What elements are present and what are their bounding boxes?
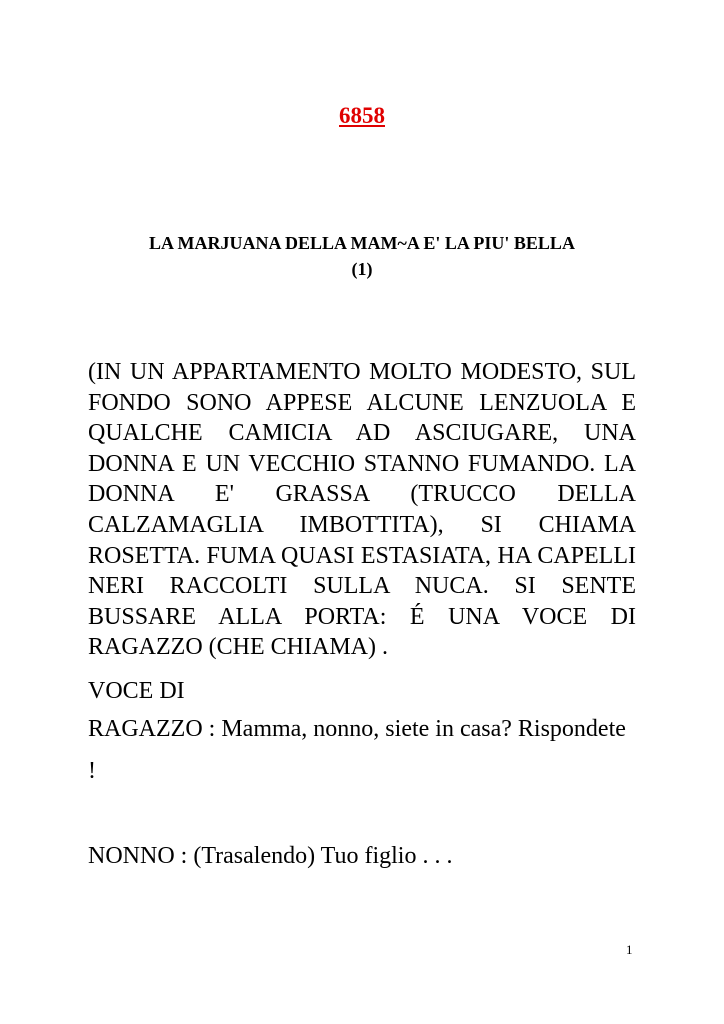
page-number: 1 [626,942,633,957]
dialogue-line: ! [88,758,96,784]
title-line-2: (1) [351,259,373,279]
dialogue-line: VOCE DI [88,678,185,704]
dialogue-line: RAGAZZO : Mamma, nonno, siete in casa? Rispondete [88,716,626,742]
dialogue-line: NONNO : (Trasalendo) Tuo figlio . . . [88,843,453,869]
title-line-1: LA MARJUANA DELLA MAM~A E' LA PIU' BELLA [149,233,575,253]
document-number: 6858 [339,103,385,128]
stage-direction: (IN UN APPARTAMENTO MOLTO MODESTO, SUL FONDO SONO APPESE ALCUNE LENZUOLA E QUALCHE CAMICIA AD ASCIUGARE, UNA DONNA E UN VECCHIO STANNO FUMANDO. LA DONNA E' GRASSA (TRUCCO DELLA CALZAMAGLIA IMBOTTITA), SI CHIAMA ROSETTA. FUMA QUASI ESTASIATA, HA CAPELLI NERI RACCOLTI SULLA NUCA. SI SENTE BUSSARE ALLA PORTA: É UNA VOCE DI RAGAZZO (CHE CHIAMA) . [88,359,636,661]
document-title [88,230,636,282]
